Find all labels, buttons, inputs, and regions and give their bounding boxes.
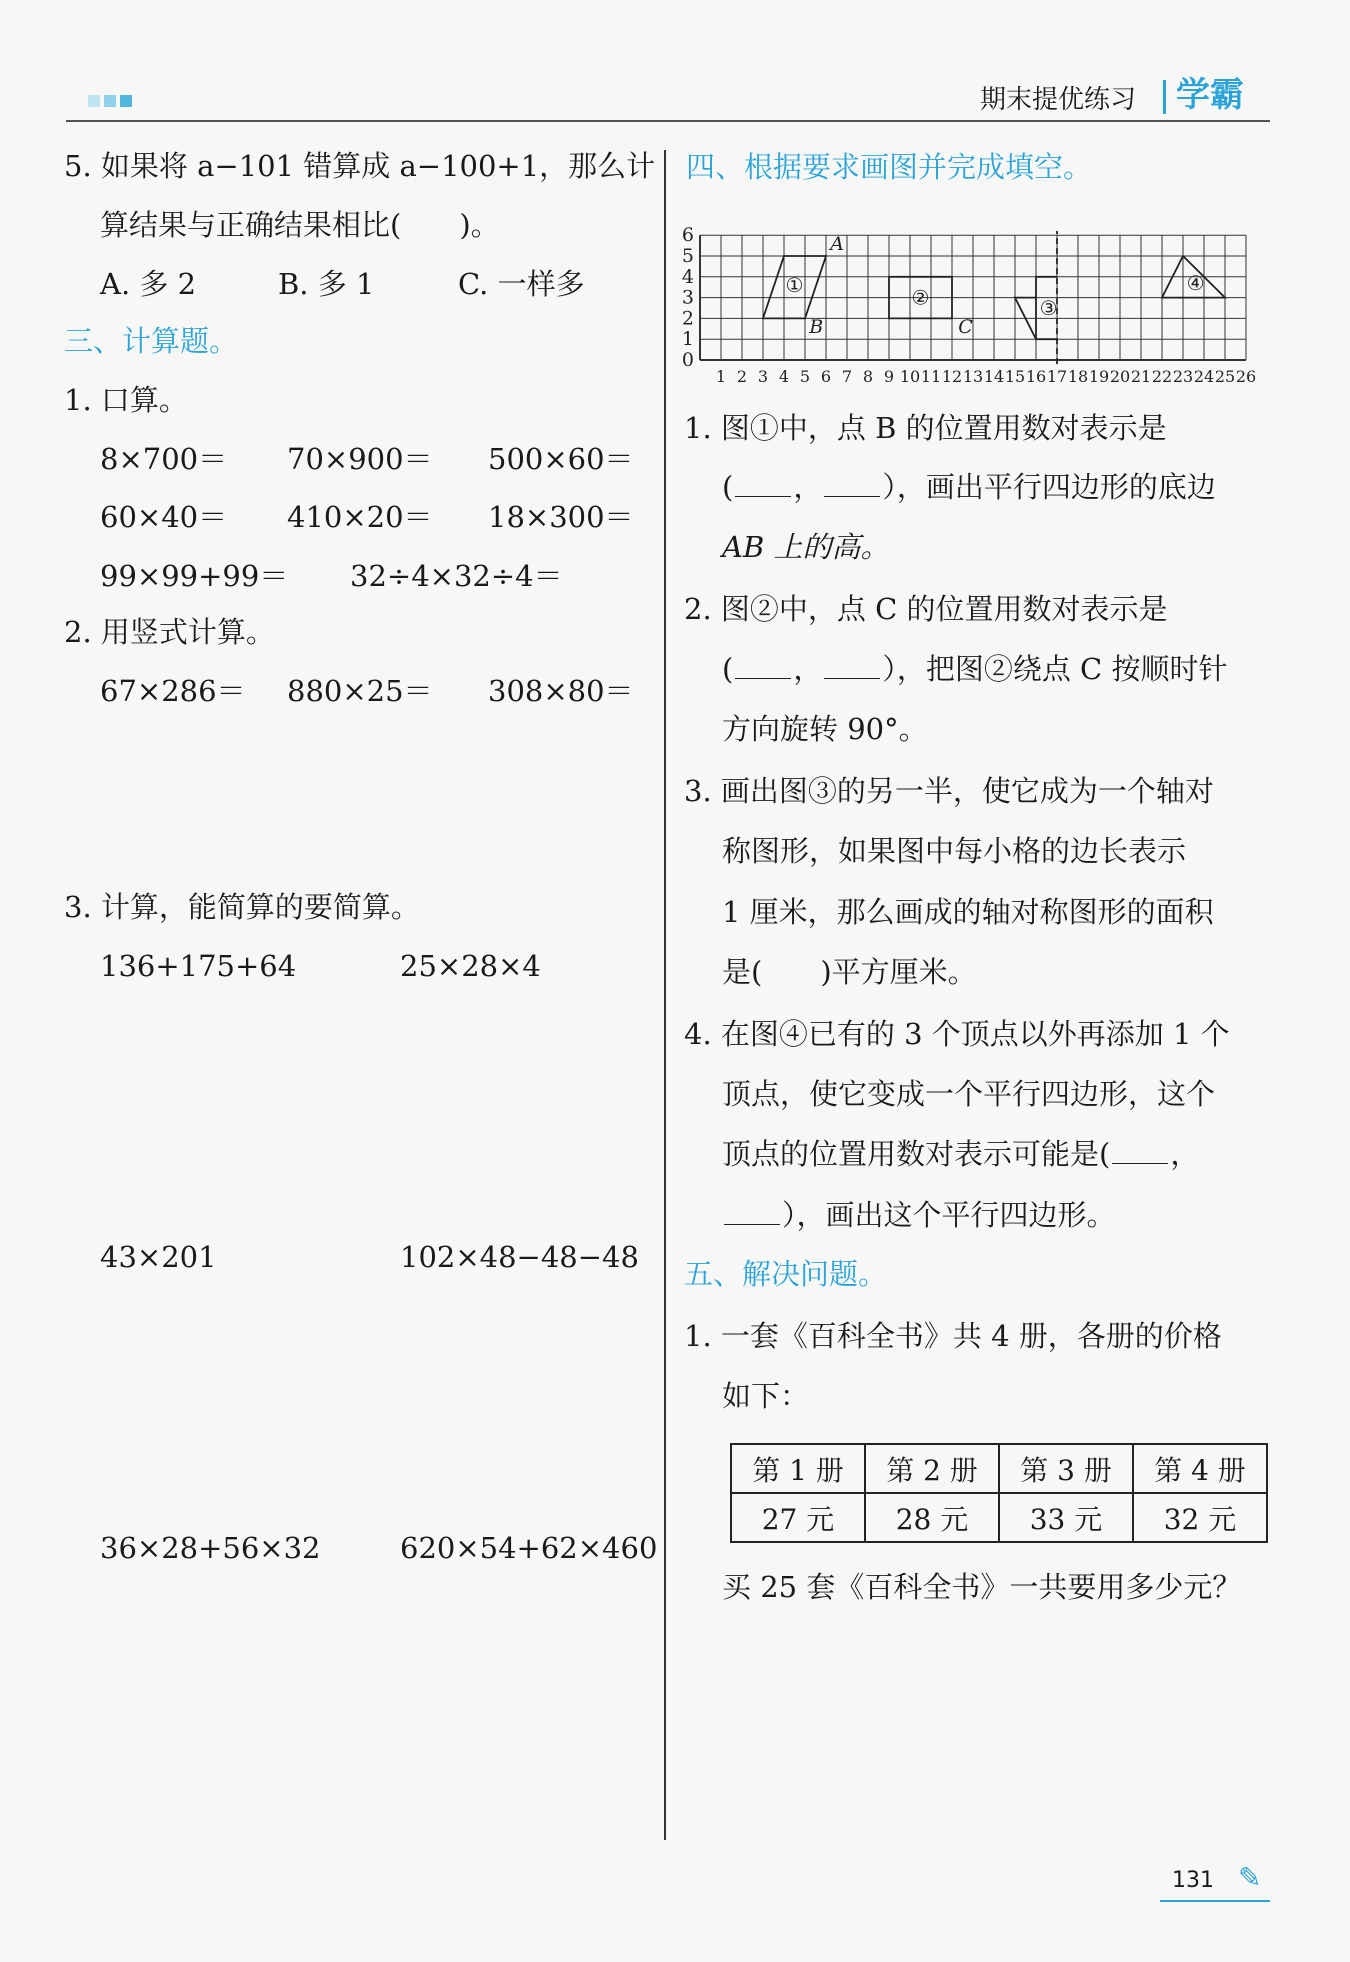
coordinate-grid <box>680 220 1280 390</box>
x-tick-label: 5 <box>799 367 811 386</box>
p1-line2: ( ， ），画出平行四边形的底边 <box>722 470 1216 504</box>
simplify-calc-1: 136+175+64 <box>100 949 297 983</box>
s1-question: 买 25 套《百科全书》一共要用多少元？ <box>722 1570 1242 1604</box>
oral-calc-7: 99×99+99＝ <box>100 559 289 593</box>
x-tick-label: 17 <box>1046 367 1068 386</box>
y-tick-label: 5 <box>681 245 694 267</box>
q5-line1: 5. 如果将 a−101 错算成 a−100+1，那么计 <box>64 149 656 183</box>
x-tick-label: 9 <box>883 367 895 386</box>
x-tick-label: 2 <box>736 367 748 386</box>
simplify-calc-5: 36×28+56×32 <box>100 1531 321 1565</box>
x-tick-label: 3 <box>757 367 769 386</box>
y-tick-label: 2 <box>681 307 694 330</box>
x-tick-label: 18 <box>1067 367 1089 386</box>
q5-option-a: A. 多 2 <box>100 267 197 301</box>
p4-line3: 顶点的位置用数对表示可能是( ， <box>722 1137 1200 1171</box>
table-header-cell: 第 1 册 <box>731 1444 865 1493</box>
p3-line1: 3. 画出图③的另一半，使它成为一个轴对 <box>684 774 1214 808</box>
pencil-icon: ✎ <box>1238 1861 1262 1894</box>
x-tick-label: 10 <box>899 367 921 386</box>
header-title: 期末提优练习 <box>980 85 1137 115</box>
page-number: 131 <box>1172 1868 1214 1893</box>
p3-line2: 称图形，如果图中每小格的边长表示 <box>722 834 1187 868</box>
p4-line4: ），画出这个平行四边形。 <box>722 1201 1116 1230</box>
q5-line2: 算结果与正确结果相比( )。 <box>100 208 500 242</box>
p3-line3: 1 厘米，那么画成的轴对称图形的面积 <box>722 895 1214 929</box>
x-tick-label: 16 <box>1025 367 1047 386</box>
x-tick-label: 4 <box>778 367 790 386</box>
p3-line4: 是( )平方厘米。 <box>722 955 977 989</box>
simplify-calc-6: 620×54+62×460 <box>400 1531 658 1565</box>
y-tick-label: 6 <box>681 224 694 247</box>
footer-rule <box>1160 1900 1270 1902</box>
p2-line3: 方向旋转 90°。 <box>722 712 928 746</box>
table-header-cell: 第 4 册 <box>1133 1444 1267 1493</box>
x-tick-label: 11 <box>920 367 942 386</box>
answer-blank[interactable] <box>724 1224 780 1225</box>
simplify-calc-4: 102×48−48−48 <box>400 1240 639 1274</box>
x-tick-label: 6 <box>820 367 832 386</box>
header-decor <box>88 92 132 111</box>
answer-blank[interactable] <box>824 496 880 497</box>
x-tick-label: 25 <box>1214 367 1236 386</box>
s1-line1: 1. 一套《百科全书》共 4 册，各册的价格 <box>684 1319 1222 1353</box>
figure-label: ① <box>785 273 804 298</box>
header-brand-logo: 学霸 <box>1176 75 1244 115</box>
p2-line1: 2. 图②中，点 C 的位置用数对表示是 <box>684 592 1168 626</box>
p1-line1: 1. 图①中，点 B 的位置用数对表示是 <box>684 411 1167 445</box>
y-tick-label: 4 <box>681 265 694 288</box>
q5-option-b: B. 多 1 <box>278 267 375 301</box>
simplify-calc-3: 43×201 <box>100 1240 217 1274</box>
x-tick-label: 26 <box>1235 367 1257 386</box>
x-tick-label: 15 <box>1004 367 1026 386</box>
oral-calc-1: 8×700＝ <box>100 442 228 476</box>
section-5-heading: 五、解决问题。 <box>684 1257 888 1291</box>
oral-calc-8: 32÷4×32÷4＝ <box>350 559 563 593</box>
figure-label: ③ <box>1039 296 1058 320</box>
table-row <box>731 1444 1267 1493</box>
section-3-heading: 三、计算题。 <box>64 324 239 358</box>
vertical-calc-3: 308×80＝ <box>488 674 634 708</box>
column-divider <box>664 150 666 1840</box>
p4-line1: 4. 在图④已有的 3 个顶点以外再添加 1 个 <box>684 1017 1230 1051</box>
table-header-cell: 第 2 册 <box>865 1444 999 1493</box>
oral-calc-5: 410×20＝ <box>287 500 433 534</box>
point-label: C <box>958 315 973 338</box>
x-tick-label: 23 <box>1172 367 1194 386</box>
x-tick-label: 14 <box>983 367 1005 386</box>
answer-blank[interactable] <box>1112 1163 1168 1164</box>
price-table <box>730 1443 1268 1543</box>
vertical-calc-1: 67×286＝ <box>100 674 246 708</box>
x-tick-label: 7 <box>841 367 853 386</box>
oral-calc-6: 18×300＝ <box>488 500 634 534</box>
table-cell: 28 元 <box>865 1493 999 1542</box>
table-header-cell: 第 3 册 <box>999 1444 1133 1493</box>
figure-label: ② <box>911 285 930 310</box>
p4-line2: 顶点，使它变成一个平行四边形，这个 <box>722 1077 1216 1111</box>
answer-blank[interactable] <box>735 678 791 679</box>
q5-option-c: C. 一样多 <box>458 267 585 301</box>
x-tick-label: 22 <box>1151 367 1173 386</box>
point-label: A <box>830 232 844 255</box>
section-4-heading: 四、根据要求画图并完成填空。 <box>686 150 1093 184</box>
p2-line2: ( ， ），把图②绕点 C 按顺时针 <box>722 652 1228 686</box>
s1-line2: 如下： <box>722 1379 810 1413</box>
y-tick-label: 0 <box>681 349 694 371</box>
x-tick-label: 13 <box>962 367 984 386</box>
x-tick-label: 19 <box>1088 367 1110 386</box>
x-tick-label: 24 <box>1193 367 1215 386</box>
q3-title: 3. 计算，能简算的要简算。 <box>64 890 420 924</box>
header-rule <box>66 120 1270 122</box>
table-cell: 27 元 <box>731 1493 865 1542</box>
point-label: B <box>809 315 824 338</box>
figure-label: ④ <box>1186 271 1205 296</box>
q1-title: 1. 口算。 <box>64 383 188 417</box>
x-tick-label: 20 <box>1109 367 1131 386</box>
q2-title: 2. 用竖式计算。 <box>64 615 275 649</box>
oral-calc-2: 70×900＝ <box>287 442 433 476</box>
table-cell: 33 元 <box>999 1493 1133 1542</box>
simplify-calc-2: 25×28×4 <box>400 949 541 983</box>
header-divider <box>1163 80 1166 114</box>
table-cell: 32 元 <box>1133 1493 1267 1542</box>
p1-line3: AB 上的高。 <box>722 530 890 564</box>
y-tick-label: 1 <box>681 328 694 351</box>
x-tick-label: 1 <box>715 367 727 386</box>
vertical-calc-2: 880×25＝ <box>287 674 433 708</box>
answer-blank[interactable] <box>735 496 791 497</box>
x-tick-label: 12 <box>941 367 963 386</box>
oral-calc-3: 500×60＝ <box>488 442 634 476</box>
oral-calc-4: 60×40＝ <box>100 500 228 534</box>
table-row <box>731 1493 1267 1542</box>
x-tick-label: 8 <box>862 367 874 386</box>
x-tick-label: 21 <box>1130 367 1152 386</box>
y-tick-label: 3 <box>681 286 694 309</box>
answer-blank[interactable] <box>824 678 880 679</box>
